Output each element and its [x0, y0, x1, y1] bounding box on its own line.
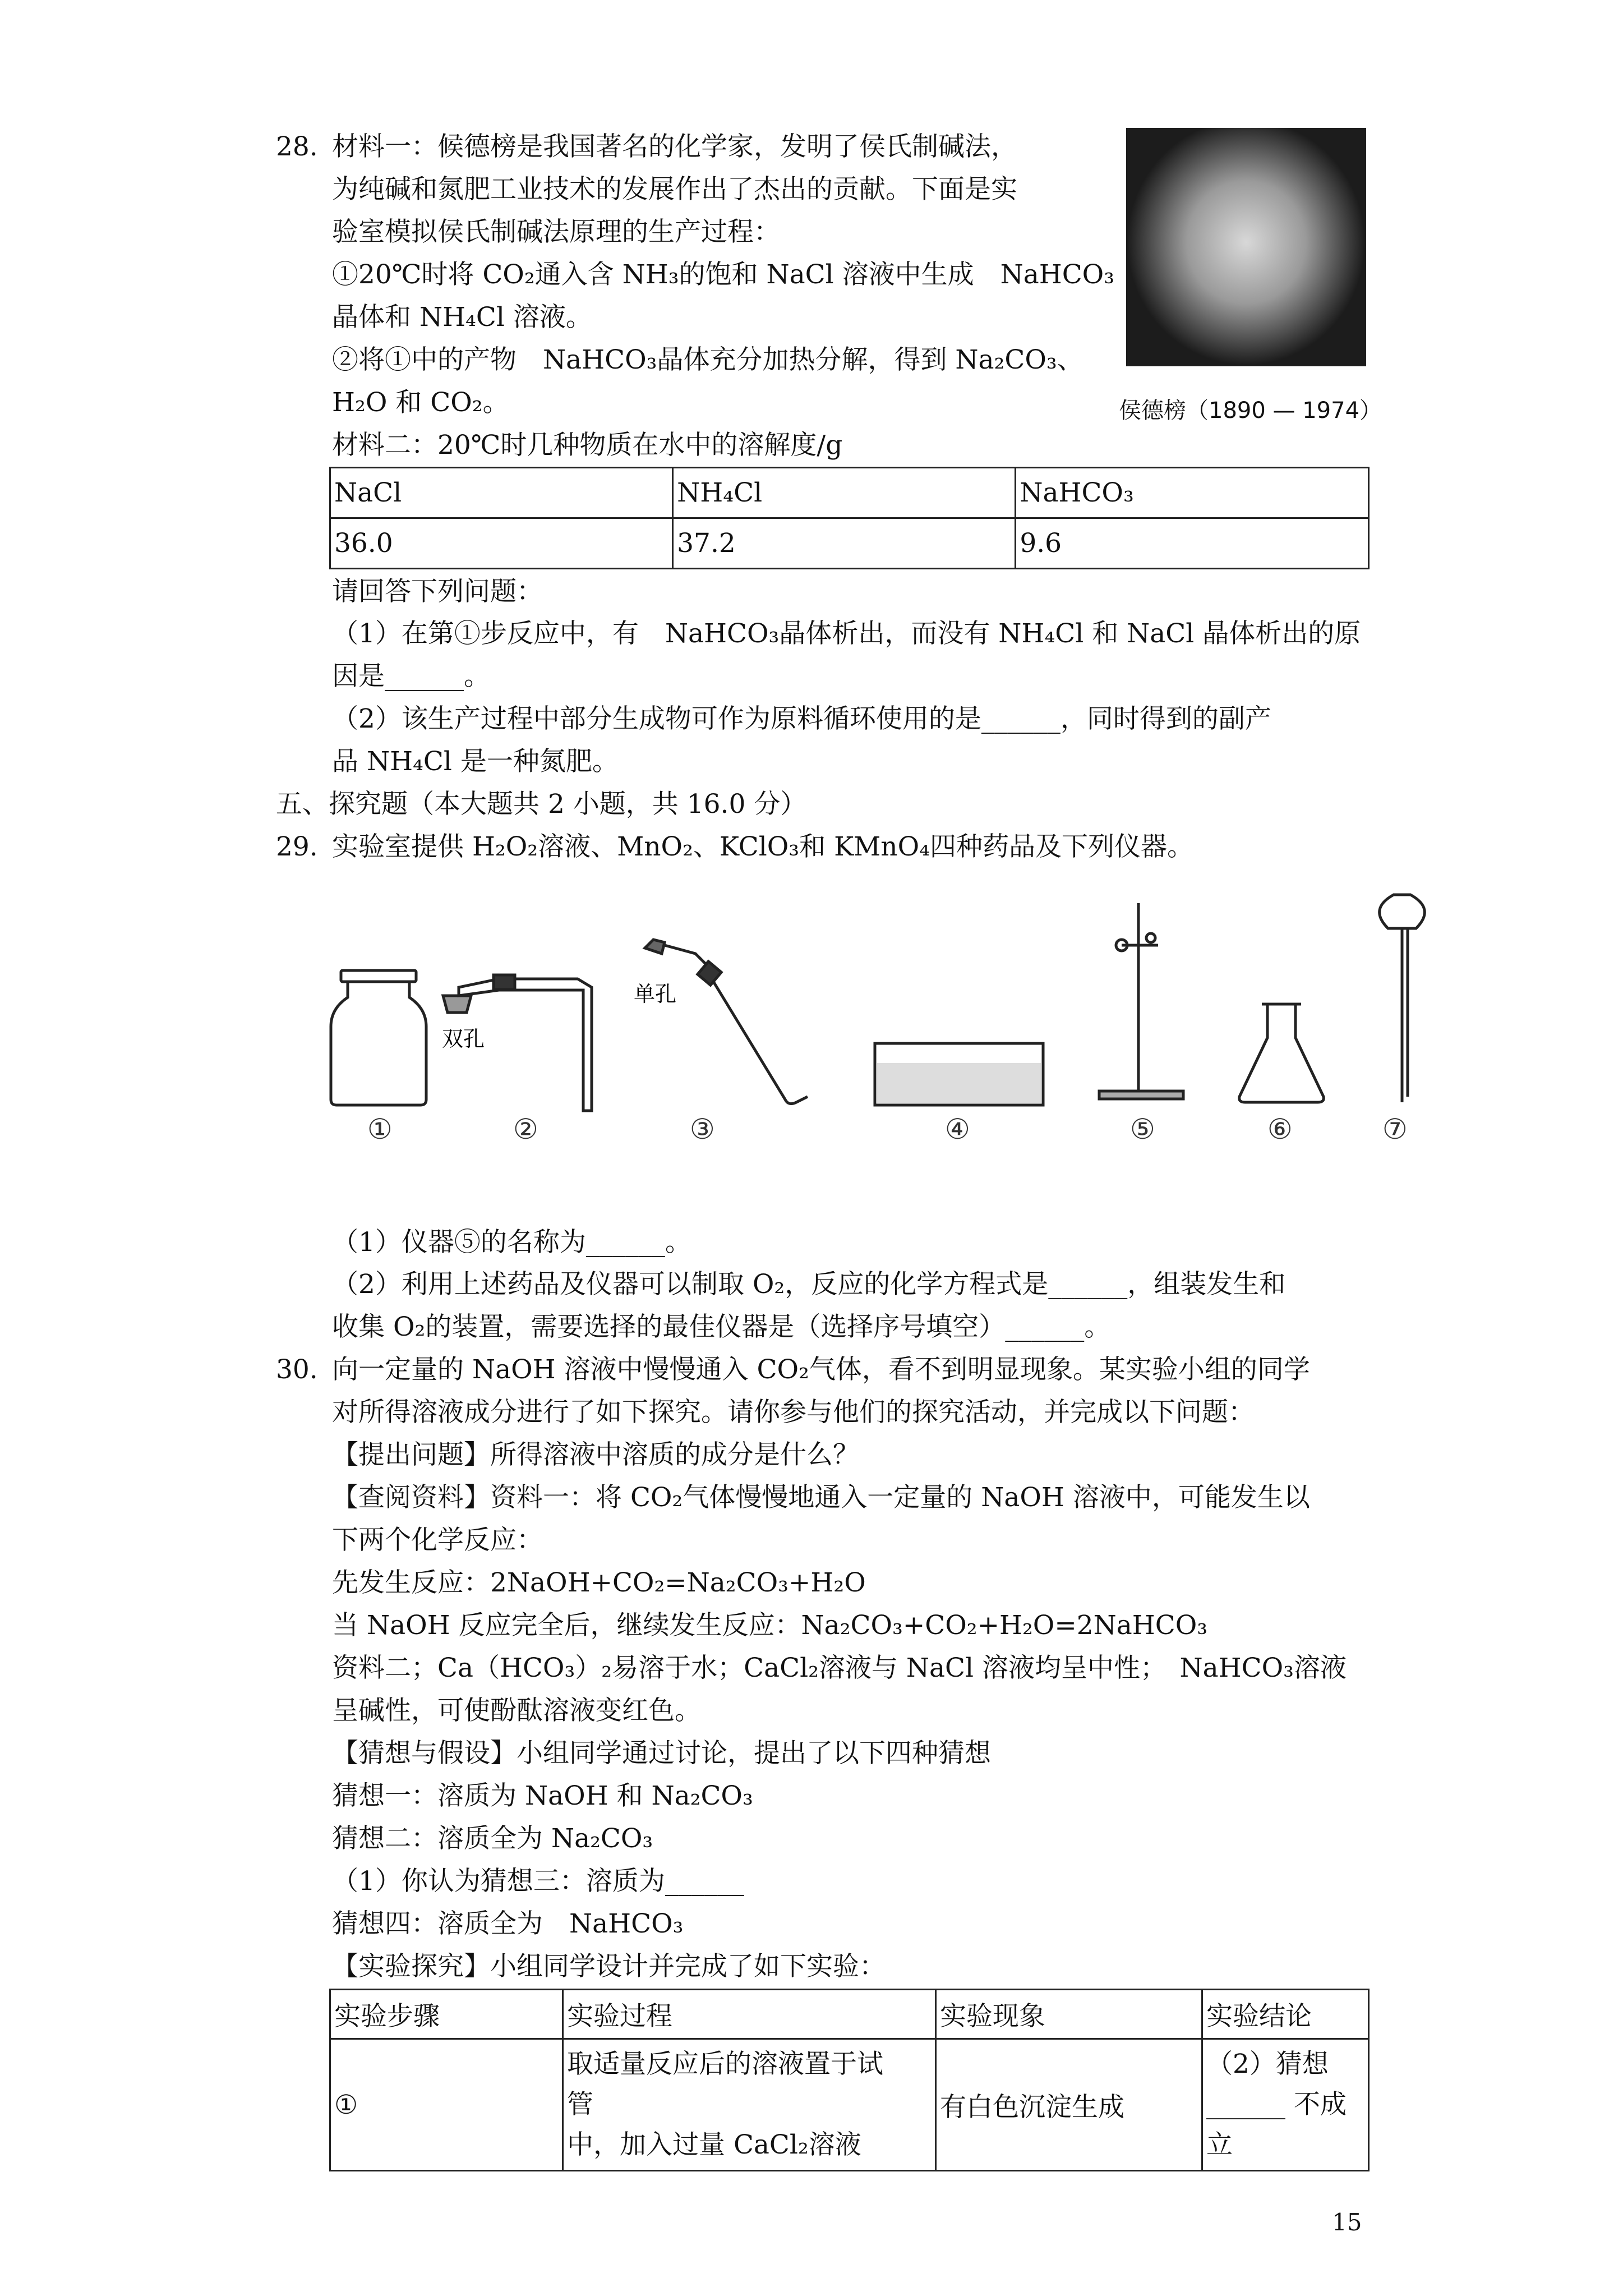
proc-line: 取适量反应后的溶液置于试 [567, 2049, 883, 2079]
q28-line: （2）该生产过程中部分生成物可作为原料循环使用的是______，同时得到的副产 [332, 703, 1271, 734]
figure-number: ① [367, 1113, 393, 1145]
table-header-cell: NH₄Cl [673, 468, 1016, 518]
question-number: 28. [276, 131, 318, 162]
iron-stand-icon [1099, 903, 1183, 1099]
table-cell [1202, 2039, 1369, 2171]
table-cell: 9.6 [1016, 518, 1369, 569]
q28-line: 验室模拟侯氏制碱法原理的生产过程： [332, 217, 780, 247]
q29-line: （2）利用上述药品及仪器可以制取 O₂，反应的化学方程式是______，组装发生和 [332, 1269, 1286, 1300]
table-cell: 37.2 [673, 518, 1016, 569]
experiment-table [329, 1989, 1370, 2171]
q28-line: 为纯碱和氮肥工业技术的发展作出了杰出的贡献。下面是实 [332, 174, 1017, 205]
q30-line: 猜想二：溶质全为 Na₂CO₃ [332, 1823, 653, 1854]
table-header-cell: NaHCO₃ [1016, 468, 1369, 518]
q30-line: 呈碱性，可使酚酞溶液变红色。 [332, 1695, 701, 1726]
figure-number: ⑤ [1130, 1113, 1155, 1145]
q30-line: 当 NaOH 反应完全后，继续发生反应：Na₂CO₃+CO₂+H₂O=2NaHCO₃ [332, 1610, 1208, 1641]
single-hole-stopper-icon [645, 940, 808, 1104]
q28-line: 材料一：候德榜是我国著名的化学家，发明了侯氏制碱法， [332, 131, 1017, 162]
table-header-cell: 实验步骤 [330, 1990, 563, 2039]
table-header-cell: NaCl [330, 468, 673, 518]
portrait-photo [1126, 128, 1366, 366]
q28-line: 品 NH₄Cl 是一种氮肥。 [332, 746, 619, 777]
q28-line: 晶体和 NH₄Cl 溶液。 [332, 302, 592, 333]
q30-line: 【实验探究】小组同学设计并完成了如下实验： [332, 1951, 886, 1982]
proc-line: 管 [567, 2089, 593, 2120]
q30-line: 下两个化学反应： [332, 1525, 543, 1556]
label-double-hole: 双孔 [442, 1027, 485, 1051]
solubility-table [329, 467, 1370, 569]
q30-line: 资料二；Ca（HCO₃）₂易溶于水；CaCl₂溶液与 NaCl 溶液均呈中性； NaHCO₃溶液 [332, 1653, 1347, 1683]
figure-number: ⑥ [1267, 1113, 1293, 1145]
q28-line: 材料二：20℃时几种物质在水中的溶解度/g [332, 430, 843, 461]
q28-line: H₂O 和 CO₂。 [332, 387, 509, 418]
label-single-hole: 单孔 [634, 982, 677, 1006]
conc-line: 立 [1206, 2129, 1233, 2160]
table-header-cell: 实验现象 [936, 1990, 1202, 2039]
proc-line: 中，加入过量 CaCl₂溶液 [567, 2129, 861, 2160]
section-heading: 五、探究题（本大题共 2 小题，共 16.0 分） [276, 789, 807, 820]
question-number: 29. [276, 831, 318, 862]
q30-line: 向一定量的 NaOH 溶液中慢慢通入 CO₂气体，看不到明显现象。某实验小组的同学 [332, 1354, 1310, 1385]
figure-number: ⑦ [1382, 1113, 1408, 1145]
q30-line: 猜想一：溶质为 NaOH 和 Na₂CO₃ [332, 1780, 753, 1811]
conical-flask-icon [1239, 1004, 1324, 1102]
q28-line: ①20℃时将 CO₂通入含 NH₃的饱和 NaCl 溶液中生成 NaHCO₃ [332, 259, 1115, 290]
q30-line: 【查阅资料】资料一：将 CO₂气体慢慢地通入一定量的 NaOH 溶液中，可能发生以 [332, 1482, 1310, 1513]
q30-line: （1）你认为猜想三：溶质为______ [332, 1866, 744, 1897]
figure-number: ② [513, 1113, 538, 1145]
table-header-cell: 实验过程 [563, 1990, 936, 2039]
q30-line: 先发生反应：2NaOH+CO₂=Na₂CO₃+H₂O [332, 1567, 866, 1598]
table-cell: ① [330, 2039, 563, 2171]
water-trough-icon [875, 1043, 1043, 1105]
q28-line: 因是______。 [332, 661, 490, 692]
table-header-cell: 实验结论 [1202, 1990, 1369, 2039]
page-number: 15 [1332, 2208, 1362, 2236]
q29-line: 收集 O₂的装置，需要选择的最佳仪器是（选择序号填空）______。 [332, 1312, 1111, 1342]
apparatus-figure [314, 875, 1436, 1189]
photo-caption: 侯德榜（1890 — 1974） [1119, 398, 1382, 424]
table-cell: 36.0 [330, 518, 673, 569]
q30-line: 猜想四：溶质全为 NaHCO₃ [332, 1908, 684, 1939]
q28-line: ②将①中的产物 NaHCO₃晶体充分加热分解，得到 Na₂CO₃、 [332, 344, 1083, 375]
q28-line: （1）在第①步反应中，有 NaHCO₃晶体析出，而没有 NH₄Cl 和 NaCl 晶体析出的原 [332, 618, 1361, 649]
q30-line: 【提出问题】所得溶液中溶质的成分是什么？ [332, 1439, 859, 1470]
q30-line: 对所得溶液成分进行了如下探究。请你参与他们的探究活动，并完成以下问题： [332, 1397, 1255, 1428]
long-neck-funnel-icon [1380, 895, 1425, 1102]
q29-line: 实验室提供 H₂O₂溶液、MnO₂、KClO₃和 KMnO₄四种药品及下列仪器。 [332, 831, 1193, 862]
question-number: 30. [276, 1354, 318, 1385]
q28-line: 请回答下列问题： [332, 576, 543, 607]
figure-number: ③ [690, 1113, 715, 1145]
table-cell [563, 2039, 936, 2171]
table-cell: 有白色沉淀生成 [936, 2039, 1202, 2171]
figure-number: ④ [945, 1113, 970, 1145]
conc-line: （2）猜想 [1206, 2049, 1329, 2079]
q29-line: （1）仪器⑤的名称为______。 [332, 1227, 691, 1258]
conc-line: ______ 不成 [1206, 2089, 1347, 2120]
q30-line: 【猜想与假设】小组同学通过讨论，提出了以下四种猜想 [332, 1738, 991, 1769]
gas-bottle-icon [331, 970, 426, 1105]
